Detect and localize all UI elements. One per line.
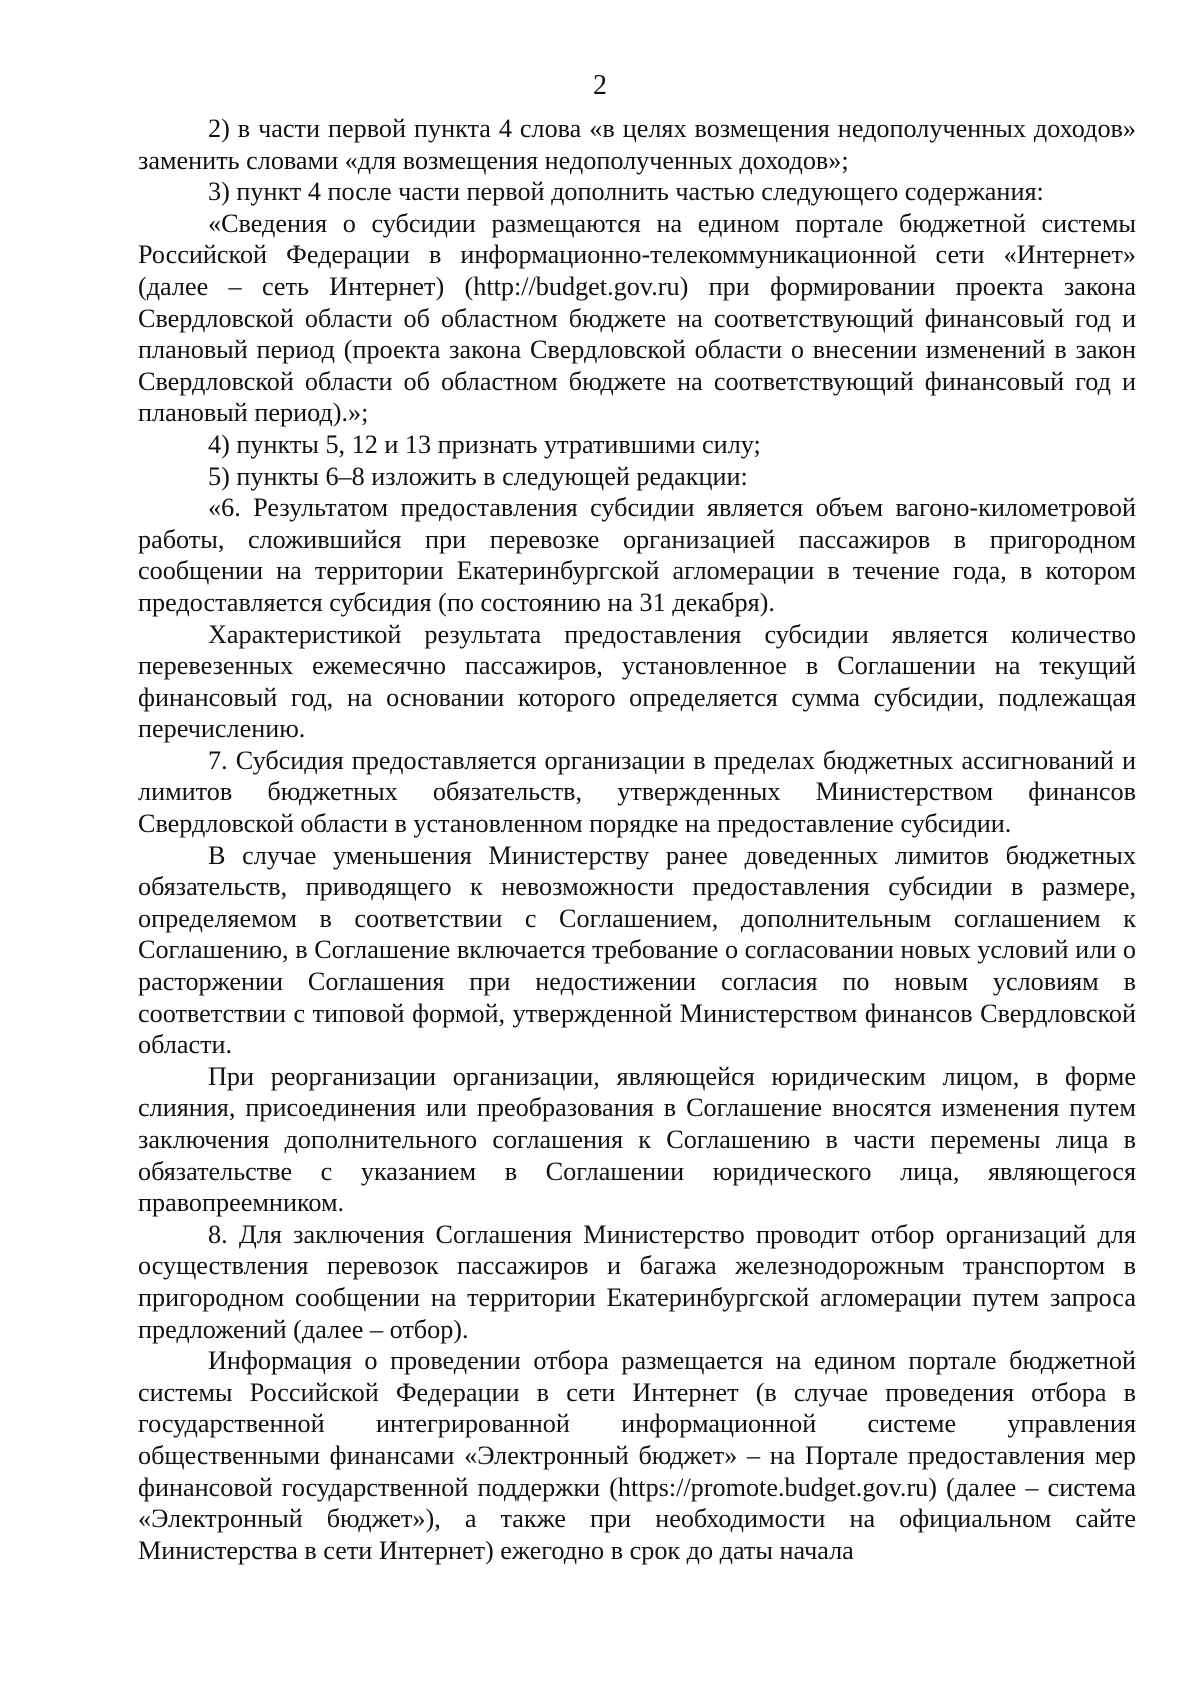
document-body xyxy=(138,113,1136,1566)
paragraph-amendment-4: 4) пункты 5, 12 и 13 признать утратившими силу; xyxy=(208,429,761,459)
page-number: 2 xyxy=(593,70,607,101)
paragraph-item-7: 7. Субсидия предоставляется организации в пределах бюджетных ассигнований и лимитов бюджетных обязательств, утвержденных Министерством финансов Свердловской области в установленном порядке на предоставление субсидии. xyxy=(138,745,1136,839)
paragraph-result-characteristic: Характеристикой результата предоставления субсидии является количество перевезенных ежемесячно пассажиров, установленное в Соглашении на текущий финансовый год, на основании которого определяется сумма субсидии, подлежащая перечислению. xyxy=(138,619,1136,744)
paragraph-selection-info: Информация о проведении отбора размещается на едином портале бюджетной системы Российской Федерации в сети Интернет (в случае проведения отбора в государственной интегрированной информационной системе управления общественными финансами «Электронный бюджет» – на Портале предоставления мер финансовой государственной поддержки (https://promote.budget.gov.ru) (далее – система «Электронный бюджет»), а также при необходимости на официальном сайте Министерства в сети Интернет) ежегодно в срок до даты начала xyxy=(138,1346,1136,1565)
paragraph-reorganization: При реорганизации организации, являющейся юридическим лицом, в форме слияния, присоединения или преобразования в Соглашение вносятся изменения путем заключения дополнительного соглашения к Соглашению в части перемены лица в обязательстве с указанием в Соглашении юридического лица, являющегося правопреемником. xyxy=(138,1061,1136,1218)
paragraph-subsidy-info: «Сведения о субсидии размещаются на едином портале бюджетной системы Российской Федерации в информационно-телекоммуникационной сети «Интернет» (далее – сеть Интернет) (http://budget.gov.ru) при формировании проекта закона Свердловской области об областном бюджете на соответствующий финансовый год и плановый период (проекта закона Свердловской области о внесении изменений в закон Свердловской области об областном бюджете на соответствующий финансовый год и плановый период).»; xyxy=(138,208,1136,428)
paragraph-amendment-5: 5) пункты 6–8 изложить в следующей редакции: xyxy=(208,461,748,491)
paragraph-limit-reduction: В случае уменьшения Министерству ранее доведенных лимитов бюджетных обязательств, приводящего к невозможности предоставления субсидии в размере, определяемом в соответствии с Соглашением, дополнительным соглашением к Соглашению, в Соглашение включается требование о согласовании новых условий или о расторжении Соглашения при недостижении согласия по новым условиям в соответствии с типовой формой, утвержденной Министерством финансов Свердловской области. xyxy=(138,840,1136,1060)
paragraph-amendment-3: 3) пункт 4 после части первой дополнить частью следующего содержания: xyxy=(208,177,1044,207)
paragraph-item-6: «6. Результатом предоставления субсидии является объем вагоно-километровой работы, сложившийся при перевозке организацией пассажиров в пригородном сообщении на территории Екатеринбургской агломерации в течение года, в котором предоставляется субсидия (по состоянию на 31 декабря). xyxy=(138,493,1136,617)
paragraph-amendment-2: 2) в части первой пункта 4 слова «в целях возмещения недополученных доходов» заменить словами «для возмещения недополученных доходов»; xyxy=(138,114,1136,175)
paragraph-item-8: 8. Для заключения Соглашения Министерство проводит отбор организаций для осуществления перевозок пассажиров и багажа железнодорожным транспортом в пригородном сообщении на территории Екатеринбургской агломерации путем запроса предложений (далее – отбор). xyxy=(138,1219,1136,1344)
